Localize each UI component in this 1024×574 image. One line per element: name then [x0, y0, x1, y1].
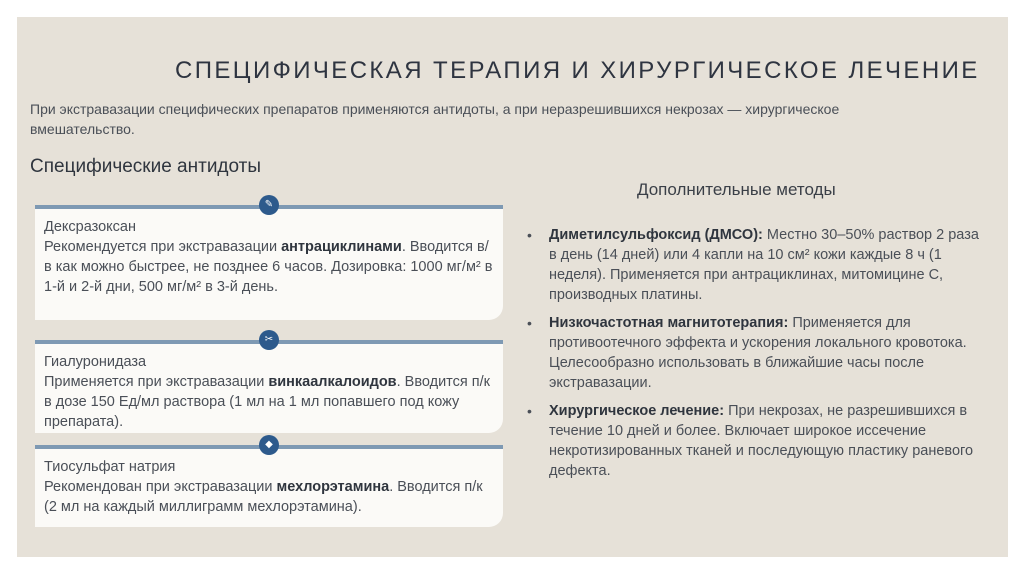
antidote-description: Рекомендуется при экстравазации антрациклинами. Вводится в/в как можно быстрее, не позднее 6 часов. Дозировка: 1000 мг/м² в 1-й и 2-й дни, 500 мг/м² в 3-й день.	[44, 239, 493, 295]
list-item: • Хирургическое лечение: При некрозах, не разрешившихся в течение 10 дней и более. Включает широкое иссечение некротизированных тканей и последующую пластику раневого дефекта.	[527, 403, 974, 479]
antidote-name: Дексразоксан	[44, 219, 136, 235]
list-item: • Диметилсульфоксид (ДМСО): Местно 30–50% раствор 2 раза в день (14 дней) или 4 капли на 10 см² кожи каждые 8 ч (1 неделя). Применяется при антрациклинах, митомицине С, производных платины.	[527, 227, 979, 303]
additional-methods-list	[527, 225, 982, 489]
list-item: • Низкочастотная магнитотерапия: Применяется для противоотечного эффекта и ускорения локального кровотока. Целесообразно использовать в ближайшие часы после экстравазации.	[527, 315, 967, 391]
antidote-card-dexrazoxane	[35, 205, 503, 320]
slide	[17, 17, 1008, 557]
antidote-name: Тиосульфат натрия	[44, 459, 176, 475]
antidote-description: Рекомендован при экстравазации мехлорэтамина. Вводится п/к (2 мл на каждый миллиграмм мехлорэтамина).	[44, 479, 483, 515]
antidote-card-thiosulfate	[35, 445, 503, 527]
intro-text: При экстравазации специфических препаратов применяются антидоты, а при неразрешившихся некрозах — хирургическое вмешательство.	[30, 101, 840, 137]
antidote-description: Применяется при экстравазации винкаалкалоидов. Вводится п/к в дозе 150 Ед/мл раствора (1 мл на 1 мл попавшего под кожу препарата).	[44, 374, 491, 430]
vial-icon: ◆	[259, 435, 279, 455]
slide-title: СПЕЦИФИЧЕСКАЯ ТЕРАПИЯ И ХИРУРГИЧЕСКОЕ ЛЕЧЕНИЕ	[175, 57, 980, 84]
additional-methods-heading: Дополнительные методы	[637, 180, 836, 199]
antidote-card-hyaluronidase	[35, 340, 503, 433]
pill-icon: ✎	[259, 195, 279, 215]
antidote-name: Гиалуронидаза	[44, 354, 147, 370]
syringe-icon: ✂	[259, 330, 279, 350]
antidotes-heading: Специфические антидоты	[30, 156, 262, 177]
